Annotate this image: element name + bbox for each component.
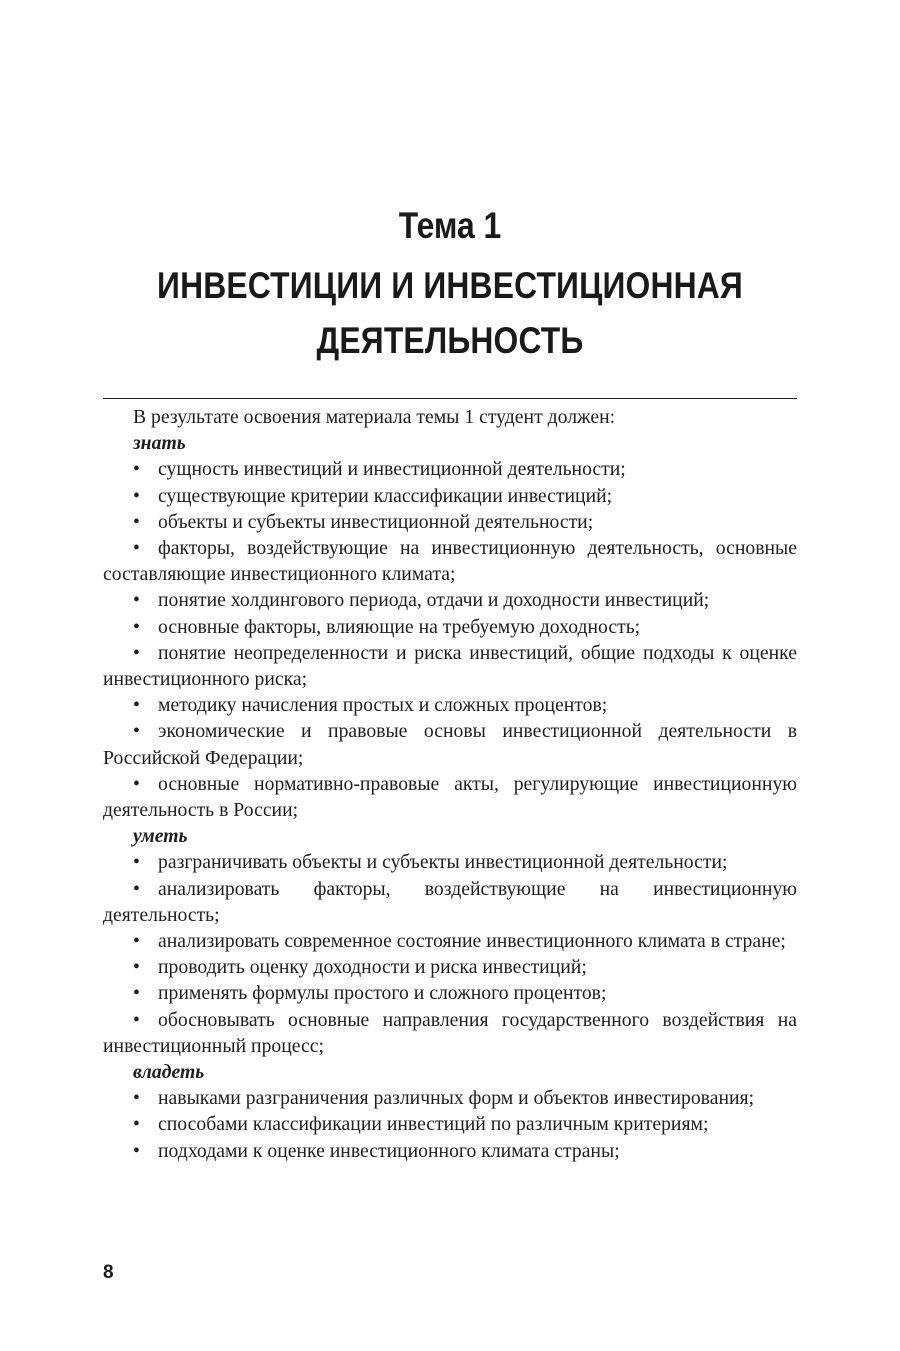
list-item: • факторы, воздействующие на инвестиционную деятельность, основные составляющие инвестиционного климата; <box>103 537 797 586</box>
bullet-icon: • <box>133 877 140 900</box>
list-item: • анализировать современное состояние инвестиционного климата в стране; <box>103 928 797 954</box>
bullet-icon: • <box>133 458 140 481</box>
list-item: • разграничивать объекты и субъекты инвестиционной деятельности; <box>103 849 797 875</box>
learning-outcomes <box>103 404 797 1164</box>
chapter-title <box>152 258 749 368</box>
bullet-icon: • <box>133 641 140 664</box>
list-item: • навыками разграничения различных форм и объектов инвестирования; <box>103 1085 797 1111</box>
section-label-know: знать <box>133 432 186 455</box>
intro-paragraph: В результате освоения материала темы 1 студент должен: <box>133 406 616 428</box>
bullet-icon: • <box>133 537 140 560</box>
list-item: • сущность инвестиций и инвестиционной деятельности; <box>103 456 797 482</box>
page-number: 8 <box>103 1262 114 1283</box>
chapter-title-line-2: ДЕЯТЕЛЬНОСТЬ <box>316 320 584 361</box>
list-item: • понятие неопределенности и риска инвестиций, общие подходы к оценке инвестиционного риска; <box>103 641 797 691</box>
list-item: • способами классификации инвестиций по различным критериям; <box>103 1111 797 1137</box>
bullet-icon: • <box>133 589 140 612</box>
section-label-can: уметь <box>133 825 188 848</box>
bullet-icon: • <box>133 720 140 743</box>
bullet-icon: • <box>133 484 140 507</box>
bullet-icon: • <box>133 510 140 533</box>
list-item: • существующие критерии классификации инвестиций; <box>103 483 797 509</box>
list-item: • экономические и правовые основы инвестиционной деятельности в Российской Федерации; <box>103 720 797 769</box>
bullet-icon: • <box>133 956 140 979</box>
bullet-icon: • <box>133 1139 140 1162</box>
bullet-icon: • <box>133 615 140 638</box>
list-item: • анализировать факторы, воздействующие на инвестиционную деятельность; <box>103 877 797 926</box>
bullet-icon: • <box>133 694 140 717</box>
bullet-icon: • <box>133 982 140 1005</box>
bullet-icon: • <box>133 851 140 874</box>
bullet-icon: • <box>133 1008 140 1031</box>
bullet-icon: • <box>133 930 140 953</box>
chapter-title-line-1: ИНВЕСТИЦИИ И ИНВЕСТИЦИОННАЯ <box>157 265 743 306</box>
list-item: • понятие холдингового периода, отдачи и доходности инвестиций; <box>103 587 797 613</box>
list-item: • объекты и субъекты инвестиционной деятельности; <box>103 509 797 535</box>
bullet-icon: • <box>133 1087 140 1110</box>
list-item: • методику начисления простых и сложных процентов; <box>103 692 797 718</box>
list-item: • проводить оценку доходности и риска инвестиций; <box>103 954 797 980</box>
section-label-master: владеть <box>133 1061 205 1084</box>
section-divider <box>103 398 797 399</box>
list-item: • применять формулы простого и сложного процентов; <box>103 980 797 1006</box>
bullet-icon: • <box>133 1113 140 1136</box>
chapter-number: Тема 1 <box>398 205 502 246</box>
list-item: • обосновывать основные направления государственного воздействия на инвестиционный процесс; <box>103 1008 797 1057</box>
list-item: • основные факторы, влияющие на требуемую доходность; <box>103 614 797 640</box>
list-item: • подходами к оценке инвестиционного климата страны; <box>103 1138 797 1164</box>
list-item: • основные нормативно-правовые акты, регулирующие инвестиционную деятельность в России; <box>103 772 797 822</box>
bullet-icon: • <box>133 772 140 795</box>
